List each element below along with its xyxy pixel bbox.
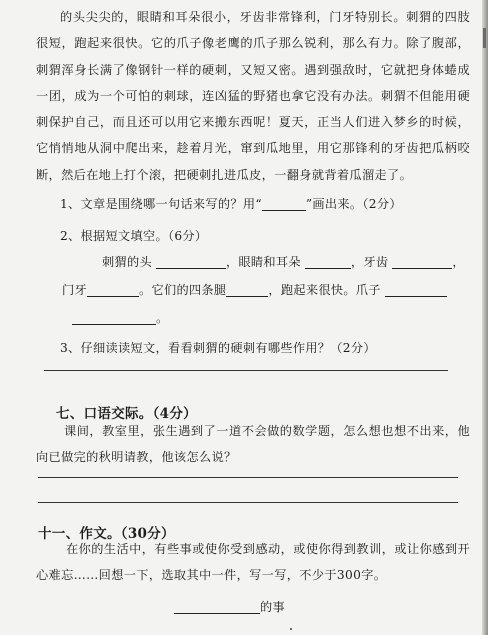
question-1 — [60, 195, 402, 212]
composition-title: 十一、作文。（30分） — [38, 526, 175, 542]
section-7-body: 课间，教室里，张生遇到了一道不会做的数学题，怎么想也想不出来，他向已做完的秋明请教，他该怎么说？ — [36, 424, 470, 465]
blank-claws[interactable] — [385, 283, 447, 297]
question-2-line-3 — [72, 309, 169, 326]
reading-passage: 的头尖尖的，眼睛和耳朵很小，牙齿非常锋利，门牙特别长。刺猬的四肢很短，跑起来很快。它的爪子像老鹰的爪子那么锐利，那么有力。除了腹部，刺猬浑身长满了像钢针一样的硬刺，又短又密。遇到强敌时，它就把身体蜷成一团，成为一个可怕的刺球，连凶猛的野猪也拿它没有办法。刺猬不但能用硬刺保护自己，而且还可以用它来搬东西呢！夏天，正当人们进入梦乡的时候，它悄悄地从洞中爬出来，趁着月光，窜到瓜地里，用它那锋利的牙齿把瓜柄咬断，然后在地上打个滚，把硬刺扎进瓜皮，一翻身就背着瓜溜走了。 — [36, 10, 470, 182]
fill-label-legs: 。它们的四条腿 — [138, 283, 227, 297]
composition-title-suffix: 的事 — [260, 600, 285, 614]
question-1-prefix: 1、文章是围绕哪一句话来写的？用“ — [60, 197, 262, 211]
answer-line-s7-2[interactable] — [38, 502, 458, 503]
blank-legs[interactable] — [226, 283, 268, 297]
question-2-line-1 — [102, 253, 465, 270]
blank-claws-cont[interactable] — [72, 311, 156, 325]
fill-label-head: 刺猬的头 — [102, 255, 152, 269]
question-3: 3、仔细读读短文，看看刺猬的硬刺有哪些作用？（2分） — [60, 341, 376, 355]
question-2-title: 2、根据短文填空。（6分） — [60, 229, 208, 243]
page-binding-edge — [482, 0, 488, 635]
answer-line-q3[interactable] — [44, 370, 448, 371]
fill-label-teeth: ，牙齿 — [350, 255, 389, 269]
fill-period: 。 — [156, 311, 169, 325]
section-7-title: 七、口语交际。（4分） — [56, 406, 197, 422]
composition-title-blank[interactable] — [174, 600, 260, 614]
answer-line-s7-1[interactable] — [38, 477, 458, 478]
scan-dot — [290, 628, 292, 630]
blank-front-teeth[interactable] — [87, 283, 139, 297]
fill-label-claws: ，跑起来很快。爪子 — [268, 283, 381, 297]
blank-head[interactable] — [156, 255, 226, 269]
question-1-suffix: ”画出来。（2分） — [305, 197, 402, 211]
question-1-mark-blank[interactable] — [262, 197, 306, 211]
fill-comma: ， — [452, 255, 465, 269]
binding-mark — [483, 28, 486, 48]
composition-body: 在你的生活中，有些事或使你受到感动，或使你得到教训，或让你感到开心难忘……回想一下，选取其中一件，写一写，不少于300字。 — [36, 542, 470, 583]
blank-teeth[interactable] — [392, 255, 452, 269]
fill-label-eyes-ears: ，眼睛和耳朵 — [225, 255, 301, 269]
composition-title-line — [174, 598, 285, 615]
question-2-line-2 — [62, 281, 447, 298]
fill-label-front-teeth: 门牙 — [62, 283, 87, 297]
blank-eyes-ears[interactable] — [305, 255, 351, 269]
